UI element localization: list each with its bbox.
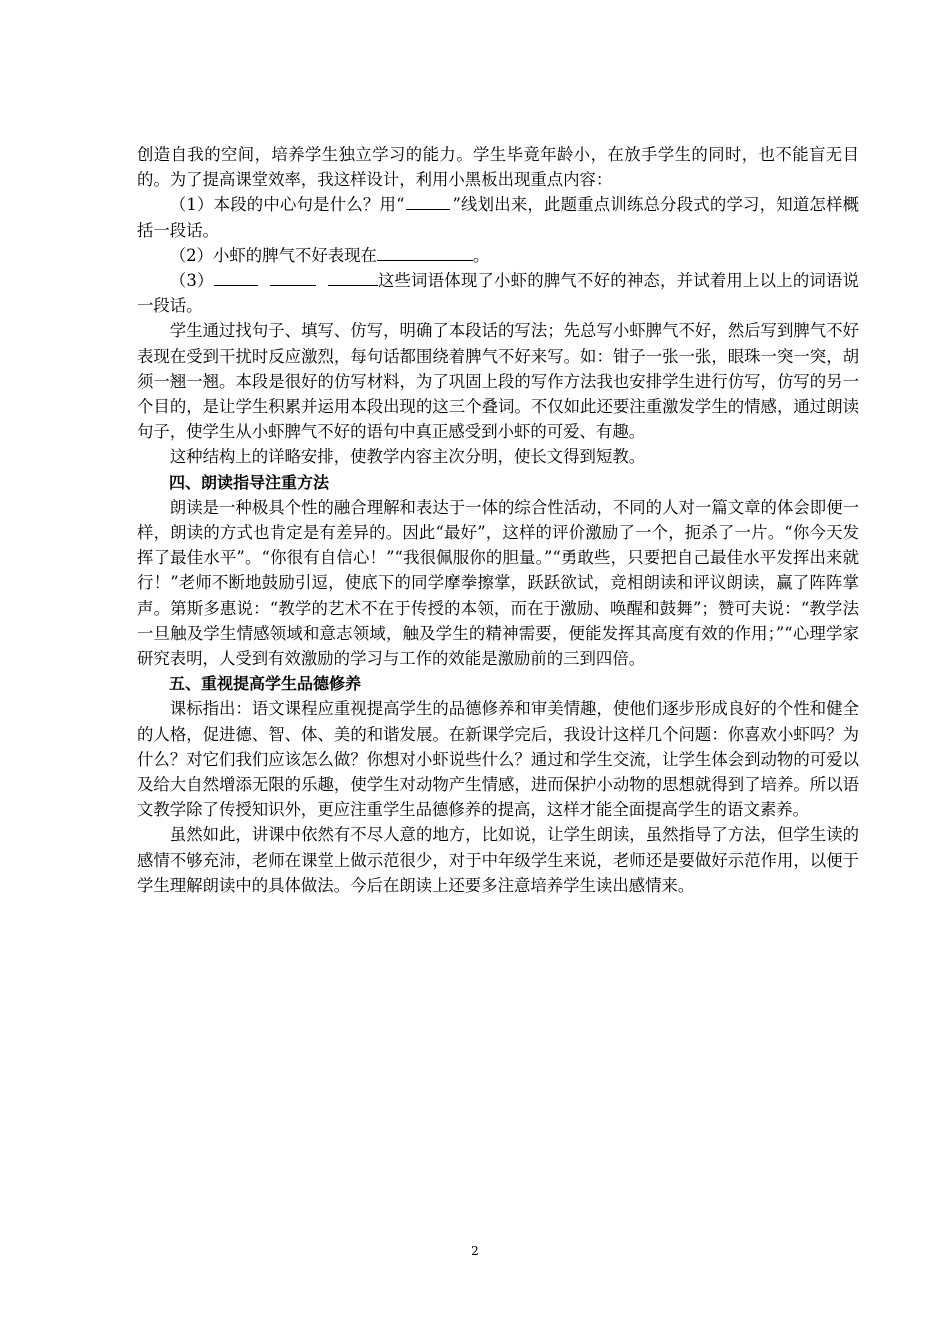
question-2 — [137, 243, 859, 268]
question-3-blank-2 — [270, 268, 316, 286]
question-2-suffix: 。 — [472, 245, 490, 265]
question-1-prefix: （1）本段的中心句是什么？用“ — [169, 195, 405, 215]
question-2-prefix: （2）小虾的脾气不好表现在 — [169, 245, 377, 265]
paragraph-writing-method: 学生通过找句子、填写、仿写，明确了本段话的写法；先总写小虾脾气不好，然后写到脾气不好表现在受到干扰时反应激烈，每句话都围绕着脾气不好来写。如：钳子一张一张，眼珠一突一突，胡须一翘一翘。本段是很好的仿写材料，为了巩固上段的写作方法我也安排学生进行仿写，仿写的另一个目的，是让学生积累并运用本段出现的这三个叠词。不仅如此还要注重激发学生的情感，通过朗读句子，使学生从小虾脾气不好的语句中真正感受到小虾的可爱、有趣。 — [137, 321, 859, 442]
question-1-suffix: ”线划出来，此题重点训练总分段式的学习，知道怎样概括一段话。 — [137, 195, 859, 240]
document-body — [137, 142, 859, 898]
paragraph-structure: 这种结构上的详略安排，使教学内容主次分明，使长文得到短教。 — [169, 447, 646, 467]
paragraph-reflection: 虽然如此，讲课中依然有不尽人意的地方，比如说，让学生朗读，虽然指导了方法，但学生读的感情不够充沛，老师在课堂上做示范很少，对于中年级学生来说，老师还是要做好示范作用，以便于学生理解朗读中的具体做法。今后在朗读上还要多注意培养学生读出感情来。 — [137, 825, 859, 895]
question-3-prefix: （3） — [169, 271, 214, 291]
section-heading-4: 四、朗读指导注重方法 — [169, 472, 330, 492]
question-1 — [137, 192, 859, 242]
page-number: 2 — [471, 1244, 479, 1258]
question-3-blank-1 — [214, 268, 258, 286]
question-3-blank-3 — [328, 268, 378, 286]
paragraph-intro: 创造自我的空间，培养学生独立学习的能力。学生毕竟年龄小，在放手学生的同时，也不能盲无目的。为了提高课堂效率，我这样设计，利用小黑板出现重点内容： — [137, 145, 859, 190]
question-3-suffix: 这些词语体现了小虾的脾气不好的神态，并试着用上以上的词语说一段话。 — [137, 271, 859, 316]
paragraph-morality: 课标指出：语文课程应重视提高学生的品德修养和审美情趣，使他们逐步形成良好的个性和健全的人格，促进德、智、体、美的和谐发展。在新课学完后，我设计这样几个问题：你喜欢小虾吗？为什么？对它们我们应该怎么做？你想对小虾说些什么？通过和学生交流，让学生体会到动物的可爱以及给大自然增添无限的乐趣，使学生对动物产生情感，进而保护小动物的思想就得到了培养。所以语文教学除了传授知识外，更应注重学生品德修养的提高，这样才能全面提高学生的语文素养。 — [137, 699, 859, 820]
paragraph-reading: 朗读是一种极具个性的融合理解和表达于一体的综合性活动，不同的人对一篇文章的体会即便一样，朗读的方式也肯定是有差异的。因此“最好”，这样的评价激励了一个，扼杀了一片。“你今天发挥了最佳水平”。“你很有自信心！”“我很佩服你的胆量。”“勇敢些，只要把自己最佳水平发挥出来就行！”老师不断地鼓励引逗，使底下的同学摩拳擦掌，跃跃欲试，竞相朗读和评议朗读，赢了阵阵掌声。第斯多惠说：“教学的艺术不在于传授的本领，而在于激励、唤醒和鼓舞”；赞可夫说：“教学法一旦触及学生情感领域和意志领域，触及学生的精神需要，便能发挥其高度有效的作用；”“心理学家研究表明，人受到有效激励的学习与工作的效能是激励前的三到四倍。 — [137, 497, 859, 669]
question-2-blank — [377, 243, 473, 261]
question-3 — [137, 268, 859, 318]
section-heading-5: 五、重视提高学生品德修养 — [169, 674, 362, 694]
question-1-blank — [406, 192, 450, 210]
